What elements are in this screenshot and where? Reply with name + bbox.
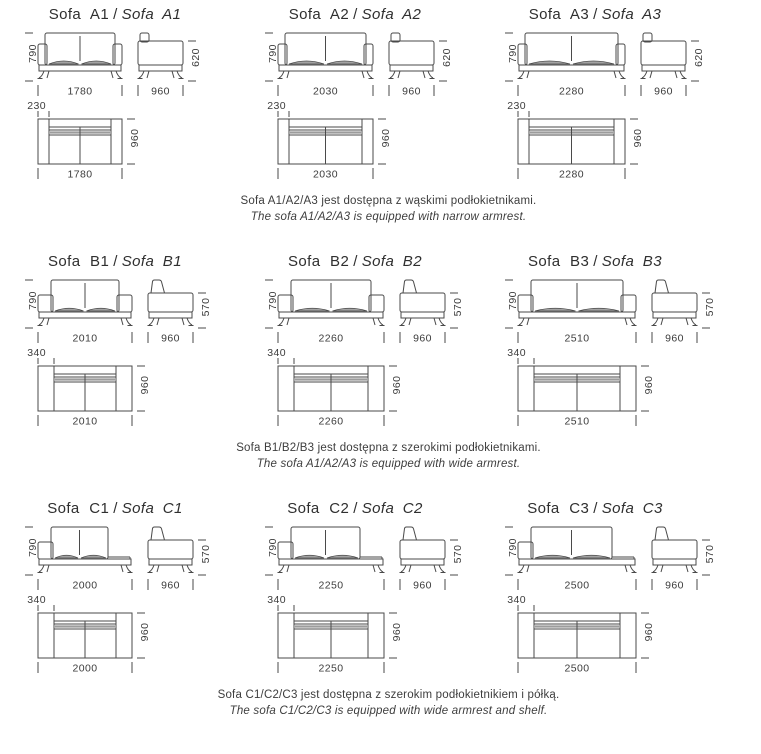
svg-text:570: 570 — [452, 297, 464, 317]
svg-text:230: 230 — [27, 100, 46, 112]
title-slash: / — [353, 500, 358, 518]
svg-text:2500: 2500 — [564, 662, 590, 675]
row-caption-a — [16, 194, 761, 225]
title-slash: / — [593, 6, 598, 23]
svg-text:340: 340 — [27, 347, 46, 360]
variant-title — [256, 253, 454, 270]
svg-text:620: 620 — [190, 48, 202, 67]
svg-text:790: 790 — [27, 538, 39, 557]
variant-name-pl: Sofa C3 — [527, 500, 590, 518]
variant-name-en: Sofa C2 — [361, 500, 423, 518]
svg-text:2000: 2000 — [72, 579, 98, 592]
row-cells-a — [16, 6, 761, 190]
svg-text:790: 790 — [507, 44, 519, 63]
svg-text:2030: 2030 — [313, 85, 338, 98]
svg-text:960: 960 — [643, 622, 655, 642]
variant-title — [16, 253, 214, 270]
sofa-variant-cell-b2 — [256, 253, 484, 437]
svg-text:790: 790 — [267, 44, 279, 63]
svg-text:2500: 2500 — [564, 579, 590, 592]
variant-title — [16, 500, 214, 517]
variant-title — [256, 500, 454, 517]
svg-text:2250: 2250 — [318, 579, 344, 592]
diagram-wrap — [16, 521, 244, 684]
caption-pl: Sofa A1/A2/A3 jest dostępna z wąskimi podłokietnikami. — [240, 195, 537, 207]
svg-text:2010: 2010 — [72, 415, 98, 428]
svg-text:230: 230 — [267, 100, 286, 112]
svg-text:960: 960 — [665, 579, 684, 592]
svg-text:960: 960 — [413, 579, 432, 592]
variant-name-pl: Sofa B2 — [288, 253, 350, 271]
caption-en: The sofa C1/C2/C3 is equipped with wide armrest and shelf. — [229, 704, 548, 717]
svg-text:790: 790 — [27, 291, 39, 310]
sofa-diagram-c1 — [16, 521, 244, 679]
variant-name-pl: Sofa A2 — [288, 6, 350, 23]
sofa-row-c — [16, 500, 761, 719]
variant-name-en: Sofa A1 — [121, 6, 182, 23]
diagram-wrap — [16, 274, 244, 437]
row-caption-c — [16, 688, 761, 719]
sofa-variant-cell-b3 — [496, 253, 724, 437]
title-slash: / — [113, 6, 118, 23]
svg-text:960: 960 — [161, 332, 180, 345]
sofa-diagram-a1 — [16, 27, 244, 185]
svg-text:960: 960 — [654, 85, 673, 98]
svg-text:960: 960 — [665, 332, 684, 345]
variant-name-en: Sofa B1 — [121, 253, 182, 271]
variant-name-pl: Sofa C2 — [287, 500, 350, 518]
row-caption-b — [16, 441, 761, 472]
svg-text:790: 790 — [507, 291, 519, 310]
sofa-variant-cell-a1 — [16, 6, 244, 190]
variant-name-en: Sofa A3 — [601, 6, 662, 23]
variant-name-pl: Sofa A1 — [48, 6, 110, 23]
diagram-wrap — [256, 27, 484, 190]
svg-text:230: 230 — [507, 100, 526, 112]
svg-text:960: 960 — [391, 375, 403, 395]
svg-text:620: 620 — [441, 48, 453, 67]
svg-text:2250: 2250 — [318, 662, 344, 675]
diagram-wrap — [16, 27, 244, 190]
diagram-wrap — [256, 521, 484, 684]
caption-pl: Sofa C1/C2/C3 jest dostępna z szerokim podłokietnikiem i półką. — [217, 689, 560, 702]
svg-text:570: 570 — [452, 544, 464, 564]
variant-name-en: Sofa A2 — [361, 6, 422, 23]
variant-title — [496, 500, 694, 517]
title-slash: / — [593, 500, 598, 518]
sofa-diagram-b2 — [256, 274, 484, 432]
variant-name-en: Sofa B3 — [601, 253, 662, 271]
svg-text:2510: 2510 — [564, 332, 590, 345]
svg-text:960: 960 — [402, 85, 421, 98]
svg-text:960: 960 — [632, 128, 644, 148]
svg-text:2030: 2030 — [313, 168, 338, 181]
svg-text:960: 960 — [391, 622, 403, 642]
sofa-variant-cell-b1 — [16, 253, 244, 437]
svg-text:340: 340 — [267, 347, 286, 360]
sofa-variant-cell-c2 — [256, 500, 484, 684]
svg-text:2260: 2260 — [318, 332, 344, 345]
svg-text:790: 790 — [267, 538, 279, 557]
svg-text:790: 790 — [267, 291, 279, 310]
svg-text:620: 620 — [693, 48, 705, 67]
svg-text:790: 790 — [27, 44, 39, 63]
sofa-row-a — [16, 6, 761, 225]
title-slash: / — [113, 500, 118, 518]
svg-text:2510: 2510 — [564, 415, 590, 428]
sofa-diagram-c3 — [496, 521, 724, 679]
diagram-wrap — [256, 274, 484, 437]
svg-text:1780: 1780 — [67, 85, 93, 98]
diagram-wrap — [496, 521, 724, 684]
caption-pl: Sofa B1/B2/B3 jest dostępna z szerokimi podłokietnikami. — [236, 442, 541, 455]
sofa-diagram-a2 — [256, 27, 484, 185]
sofa-diagram-a3 — [496, 27, 724, 185]
title-slash: / — [353, 6, 358, 23]
svg-text:2260: 2260 — [318, 415, 344, 428]
sofa-diagram-b1 — [16, 274, 244, 432]
variant-title — [256, 6, 454, 23]
variant-title — [496, 253, 694, 270]
svg-text:2000: 2000 — [72, 662, 98, 675]
title-slash: / — [113, 253, 118, 271]
svg-text:960: 960 — [139, 375, 151, 395]
sofa-variant-cell-c1 — [16, 500, 244, 684]
diagram-wrap — [496, 274, 724, 437]
svg-text:570: 570 — [200, 544, 212, 564]
variant-name-en: Sofa B2 — [361, 253, 422, 271]
caption-en: The sofa A1/A2/A3 is equipped with narrow armrest. — [250, 210, 527, 223]
sofa-diagram-b3 — [496, 274, 724, 432]
svg-text:340: 340 — [267, 594, 286, 607]
sofa-row-b — [16, 253, 761, 472]
variant-title — [16, 6, 214, 23]
svg-text:960: 960 — [380, 128, 392, 148]
diagram-wrap — [496, 27, 724, 190]
svg-text:570: 570 — [200, 297, 212, 317]
sofa-variant-cell-a2 — [256, 6, 484, 190]
row-cells-b — [16, 253, 761, 437]
variant-name-pl: Sofa C1 — [47, 500, 110, 518]
svg-text:960: 960 — [643, 375, 655, 395]
sofa-variant-cell-a3 — [496, 6, 724, 190]
svg-text:960: 960 — [151, 85, 170, 98]
svg-text:2280: 2280 — [559, 168, 584, 181]
title-slash: / — [353, 253, 358, 271]
svg-text:2280: 2280 — [559, 85, 584, 98]
svg-text:570: 570 — [704, 544, 716, 564]
row-cells-c — [16, 500, 761, 684]
variant-title — [496, 6, 694, 23]
variant-name-pl: Sofa A3 — [528, 6, 590, 23]
title-slash: / — [593, 253, 598, 271]
svg-text:340: 340 — [27, 594, 46, 607]
svg-text:340: 340 — [507, 594, 526, 607]
svg-text:960: 960 — [413, 332, 432, 345]
caption-en: The sofa A1/A2/A3 is equipped with wide armrest. — [256, 457, 521, 470]
svg-text:960: 960 — [129, 128, 141, 148]
variant-name-pl: Sofa B3 — [528, 253, 590, 271]
svg-text:570: 570 — [704, 297, 716, 317]
svg-text:340: 340 — [507, 347, 526, 360]
svg-text:960: 960 — [161, 579, 180, 592]
variant-name-en: Sofa C3 — [601, 500, 663, 518]
svg-text:1780: 1780 — [67, 168, 93, 181]
svg-text:960: 960 — [139, 622, 151, 642]
svg-text:790: 790 — [507, 538, 519, 557]
variant-name-en: Sofa C1 — [121, 500, 183, 518]
variant-name-pl: Sofa B1 — [48, 253, 110, 271]
svg-text:2010: 2010 — [72, 332, 98, 345]
sofa-variant-cell-c3 — [496, 500, 724, 684]
sofa-diagram-c2 — [256, 521, 484, 679]
